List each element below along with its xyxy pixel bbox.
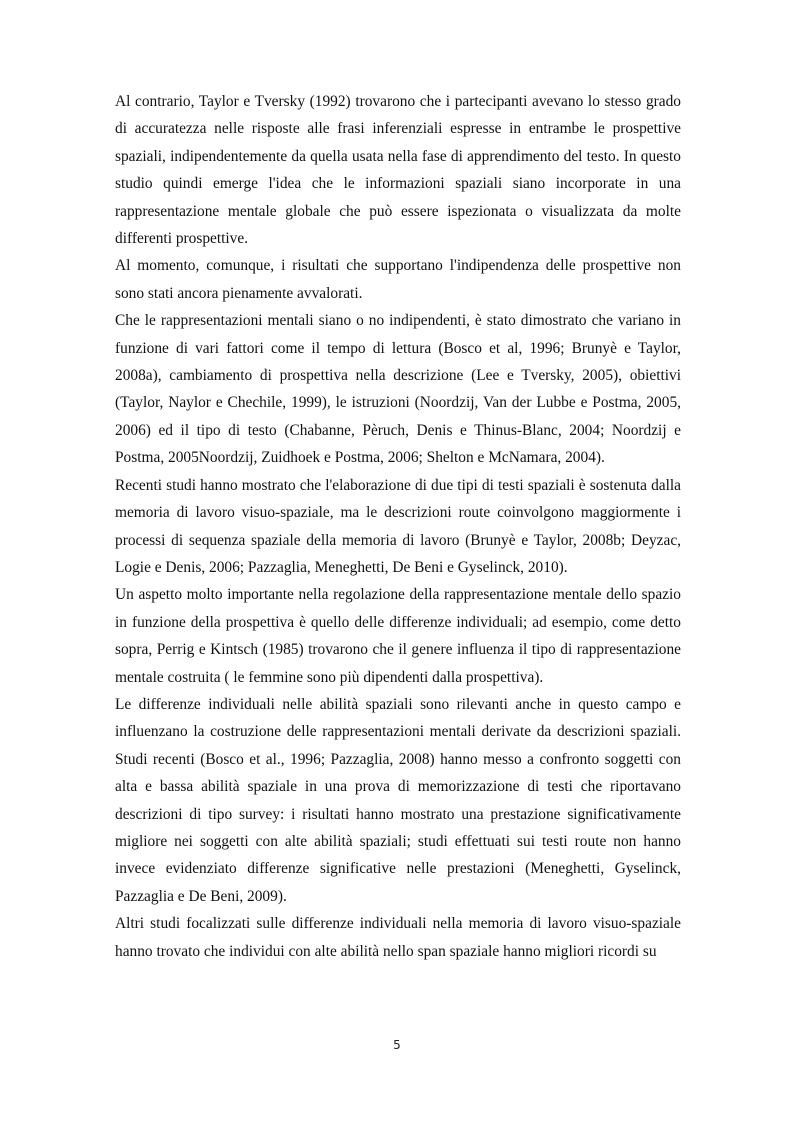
paragraph-working-memory: Recenti studi hanno mostrato che l'elaborazione di due tipi di testi spaziali è sostenuta dalla memoria di lavoro visuo-spaziale, ma le descrizioni route coinvolgono maggiormente i processi di sequenza spaziale della memoria di lavoro (Brunyè e Taylor, 2008b; Deyzac, Logie e Denis, 2006; Pazzaglia, Meneghetti, De Beni e Gyselinck, 2010).	[115, 476, 681, 576]
paragraph-individual-differences: Un aspetto molto importante nella regolazione della rappresentazione mentale dello spazio in funzione della prospettiva è quello delle differenze individuali; ad esempio, come detto sopra, Perrig e Kintsch (1985) trovarono che il genere influenza il tipo di rappresentazione mentale costruita ( le femmine sono più dipendenti dalla prospettiva).	[115, 586, 681, 686]
paragraph-taylor-tversky: Al contrario, Taylor e Tversky (1992) trovarono che i partecipanti avevano lo stesso grado di accuratezza nelle risposte alle frasi inferenziali espresse in entrambe le prospettive spaziali, indipendentemente da quella usata nella fase di apprendimento del testo. In questo studio quindi emerge l'idea che le informazioni spaziali siano incorporate in una rappresentazione mentale globale che può essere ispezionata o visualizzata da molte differenti prospettive.	[115, 93, 681, 248]
page-number: 5	[393, 1038, 401, 1052]
paragraph-span-studies: Altri studi focalizzati sulle differenze individuali nella memoria di lavoro visuo-spaziale hanno trovato che individui con alte abilità nello span spaziale hanno migliori ricordi su	[115, 915, 681, 960]
paragraph-spatial-abilities: Le differenze individuali nelle abilità spaziali sono rilevanti anche in questo campo e influenzano la costruzione delle rappresentazioni mentali derivate da descrizioni spaziali. Studi recenti (Bosco et al., 1996; Pazzaglia, 2008) hanno messo a confronto soggetti con alta e bassa abilità spaziale in una prova di memorizzazione di testi che riportavano descrizioni di tipo survey: i risultati hanno mostrato una prestazione significativamente migliore nei soggetti con alte abilità spaziali; studi effettuati sui testi route non hanno invece evidenziato differenze significative nelle prestazioni (Meneghetti, Gyselinck, Pazzaglia e De Beni, 2009).	[115, 695, 681, 905]
paragraph-factors: Che le rappresentazioni mentali siano o no indipendenti, è stato dimostrato che variano in funzione di vari fattori come il tempo di lettura (Bosco et al, 1996; Brunyè e Taylor, 2008a), cambiamento di prospettiva nella descrizione (Lee e Tversky, 2005), obiettivi (Taylor, Naylor e Chechile, 1999), le istruzioni (Noordzij, Van der Lubbe e Postma, 2005, 2006) ed il tipo di testo (Chabanne, Pèruch, Denis e Thinus-Blanc, 2004; Noordzij e Postma, 2005Noordzij, Zuidhoek e Postma, 2006; Shelton e McNamara, 2004).	[115, 312, 681, 467]
paragraph-independence-results: Al momento, comunque, i risultati che supportano l'indipendenza delle prospettive non sono stati ancora pienamente avvalorati.	[115, 257, 681, 302]
body-text	[115, 88, 681, 965]
